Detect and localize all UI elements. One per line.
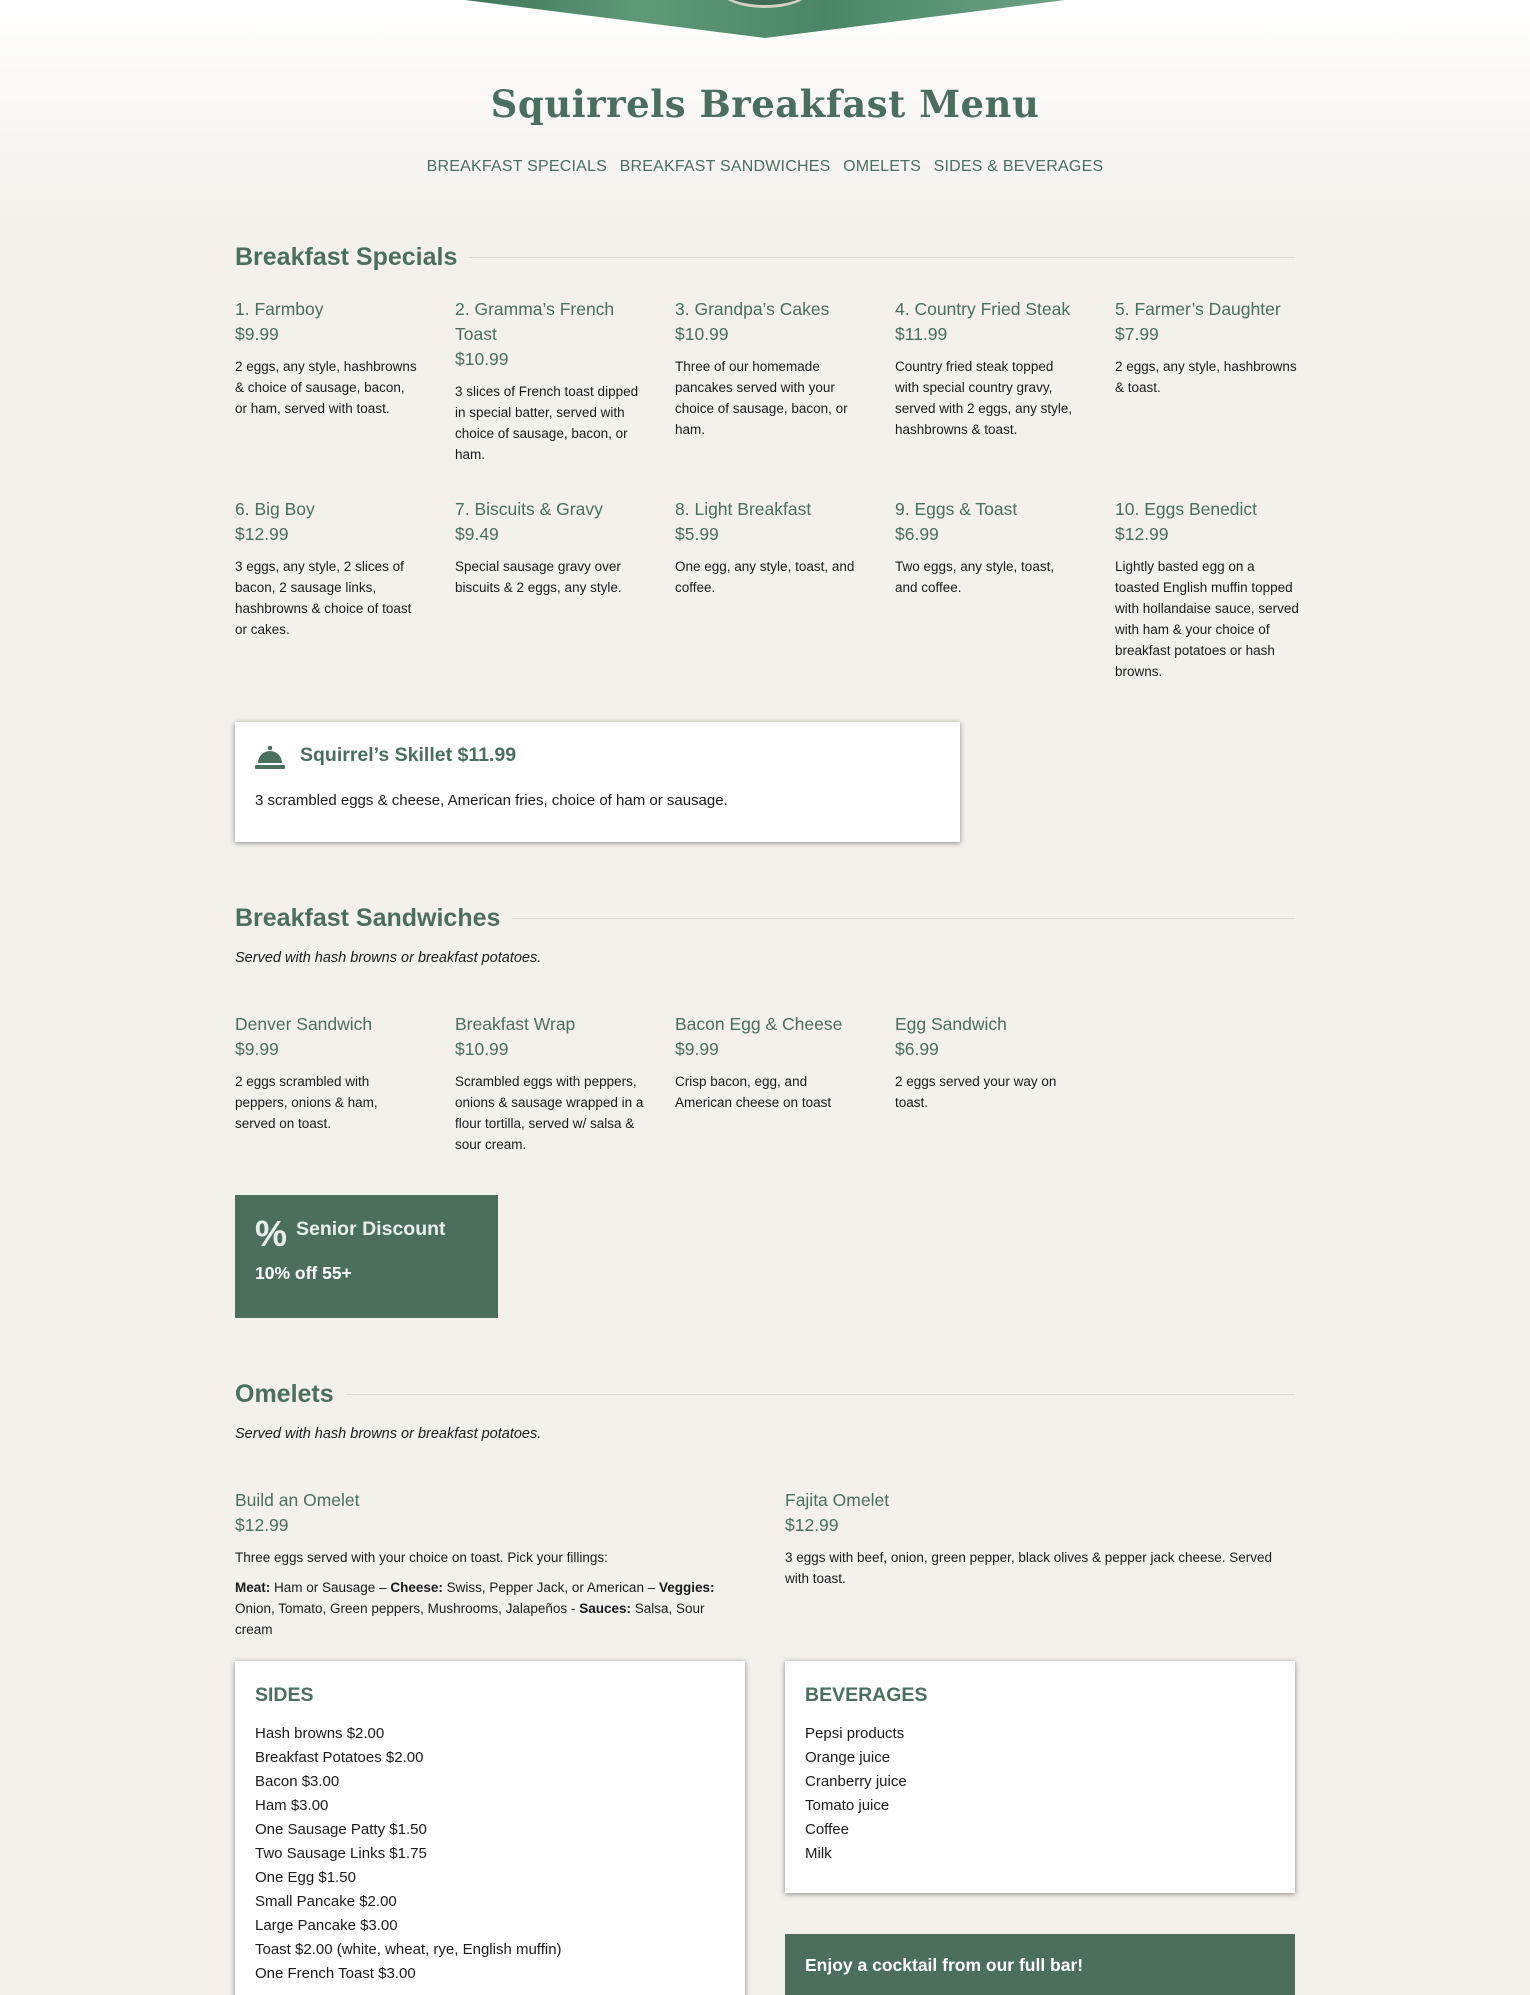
item-name: 4. Country Fried Steak [895,299,1071,319]
item-price: $10.99 [455,349,509,369]
item-name: 6. Big Boy [235,499,315,519]
section-header-specials [235,243,1295,272]
item-price: $6.99 [895,524,939,544]
menu-item [675,497,860,598]
list-item: One Egg $1.50 [255,1869,356,1886]
list-item: Coffee [805,1821,849,1838]
item-price: $9.99 [235,324,279,344]
item-price: $12.99 [235,1515,289,1535]
cocktail-banner [785,1934,1295,1995]
nav-link-omelets[interactable]: OMELETS [843,158,921,175]
item-name: 7. Biscuits & Gravy [455,499,603,519]
senior-discount-title: Senior Discount [296,1218,446,1240]
sides-list [255,1722,562,1986]
list-item: Tomato juice [805,1797,890,1814]
fillings-meat: Ham or Sausage – [270,1580,391,1595]
item-name: Build an Omelet [235,1490,360,1510]
list-item: Large Pancake $3.00 [255,1917,398,1934]
fillings-cheese-label: Cheese: [390,1580,443,1595]
section-divider [512,918,1295,919]
menu-item [235,1012,420,1134]
section-divider [346,1394,1295,1395]
omelet-item-build [235,1488,745,1640]
fillings-sauces-label: Sauces: [579,1601,631,1616]
menu-item [235,297,420,419]
list-item: Milk [805,1845,832,1862]
menu-item [895,1012,1080,1113]
item-description: Three of our homemade pancakes served with your choice of sausage, bacon, or ham. [675,359,848,437]
sides-title: SIDES [255,1684,314,1706]
item-name: 9. Eggs & Toast [895,499,1018,519]
item-price: $9.99 [675,1039,719,1059]
item-price: $6.99 [895,1039,939,1059]
item-price: $12.99 [785,1515,839,1535]
item-description: One egg, any style, toast, and coffee. [675,559,855,595]
section-title: Breakfast Specials [235,243,458,271]
item-name: Egg Sandwich [895,1014,1007,1034]
fillings-meat-label: Meat: [235,1580,271,1595]
item-name: Fajita Omelet [785,1490,890,1510]
skillet-description: 3 scrambled eggs & cheese, American fries, choice of ham or sausage. [255,792,728,809]
nav-link-sides-beverages[interactable]: SIDES & BEVERAGES [933,158,1104,175]
percent-icon: % [255,1213,288,1254]
item-description: 3 slices of French toast dipped in special batter, served with choice of sausage, bacon, or ham. [455,384,639,462]
skillet-title: Squirrel’s Skillet $11.99 [300,744,517,766]
item-description: Scrambled eggs with peppers, onions & sausage wrapped in a flour tortilla, served w/ salsa & sour cream. [455,1074,644,1152]
list-item: Breakfast Potatoes $2.00 [255,1749,424,1766]
menu-item [1115,297,1300,398]
cocktail-text: Enjoy a cocktail from our full bar! [805,1955,1084,1975]
omelet-fillings [235,1577,745,1640]
menu-item [235,497,420,640]
list-item: Small Pancake $2.00 [255,1893,397,1910]
item-name: 2. Gramma’s French Toast [455,299,615,344]
menu-item [675,1012,860,1113]
nav-link-breakfast-sandwiches[interactable]: BREAKFAST SANDWICHES [619,158,831,175]
list-item: Cranberry juice [805,1773,907,1790]
section-header-sandwiches [235,904,1295,933]
menu-item [675,297,860,440]
section-nav [235,158,1295,176]
fillings-sauces: Salsa, Sour cream [235,1601,705,1637]
section-note: Served with hash browns or breakfast potatoes. [235,1426,542,1442]
omelet-item-fajita [785,1488,1295,1589]
item-price: $5.99 [675,524,719,544]
fillings-veggies-label: Veggies: [658,1580,715,1595]
item-name: 1. Farmboy [235,299,324,319]
senior-discount-panel [235,1195,498,1318]
service-bell-icon [255,744,285,770]
item-name: Bacon Egg & Cheese [675,1014,843,1034]
item-price: $11.99 [895,324,948,344]
section-divider [469,257,1295,258]
item-description: Three eggs served with your choice on toast. Pick your fillings: [235,1550,608,1565]
beverages-title: BEVERAGES [805,1684,928,1706]
item-price: $9.49 [455,524,499,544]
section-note: Served with hash browns or breakfast potatoes. [235,950,542,966]
item-name: Denver Sandwich [235,1014,373,1034]
fillings-veggies: Onion, Tomato, Green peppers, Mushrooms, Jalapeños - [235,1601,580,1616]
beverages-card [785,1661,1295,1893]
list-item: Orange juice [805,1749,891,1766]
menu-item [455,297,640,465]
list-item: Hash browns $2.00 [255,1725,385,1742]
item-description: Two eggs, any style, toast, and coffee. [895,559,1055,595]
item-description: 2 eggs served your way on toast. [895,1074,1057,1110]
item-price: $7.99 [1115,324,1159,344]
list-item: Toast $2.00 (white, wheat, rye, English muffin) [255,1941,562,1958]
item-description: 3 eggs, any style, 2 slices of bacon, 2 sausage links, hashbrowns & choice of toast or cakes. [235,559,412,637]
menu-item [455,497,640,598]
item-description: Special sausage gravy over biscuits & 2 eggs, any style. [455,559,622,595]
menu-item [895,497,1080,598]
sides-card [235,1661,745,1995]
skillet-feature-card [235,722,960,842]
section-header-omelets [235,1380,1295,1409]
item-price: $10.99 [675,324,729,344]
page-title: Squirrels Breakfast Menu [490,82,1040,126]
beverages-list [805,1722,907,1866]
menu-item [895,297,1085,440]
item-name: 10. Eggs Benedict [1115,499,1258,519]
item-name: 8. Light Breakfast [675,499,812,519]
item-description: 2 eggs, any style, hashbrowns & choice of sausage, bacon, or ham, served with toast. [235,359,417,416]
senior-discount-detail: 10% off 55+ [255,1263,352,1283]
list-item: One French Toast $3.00 [255,1965,416,1982]
list-item: One Sausage Patty $1.50 [255,1821,427,1838]
list-item: Bacon $3.00 [255,1773,340,1790]
fillings-cheese: Swiss, Pepper Jack, or American – [442,1580,659,1595]
item-name: 5. Farmer’s Daughter [1115,299,1281,319]
list-item: Ham $3.00 [255,1797,329,1814]
item-description: 3 eggs with beef, onion, green pepper, black olives & pepper jack cheese. Served with toast. [785,1550,1273,1586]
item-price: $9.99 [235,1039,279,1059]
list-item: Pepsi products [805,1725,905,1742]
item-name: Breakfast Wrap [455,1014,576,1034]
section-title: Breakfast Sandwiches [235,904,501,932]
section-title: Omelets [235,1380,334,1408]
nav-link-breakfast-specials[interactable]: BREAKFAST SPECIALS [426,158,607,175]
item-description: 2 eggs scrambled with peppers, onions & ham, served on toast. [235,1074,378,1131]
item-description: Lightly basted egg on a toasted English muffin topped with hollandaise sauce, served with ham & your choice of breakfast potatoes or hash browns. [1115,559,1299,679]
item-description: Crisp bacon, egg, and American cheese on toast [675,1074,832,1110]
menu-item [1115,497,1300,682]
item-price: $10.99 [455,1039,509,1059]
item-description: Country fried steak topped with special country gravy, served with 2 eggs, any style, hashbrowns & toast. [895,359,1073,437]
item-name: 3. Grandpa’s Cakes [675,299,830,319]
list-item: Two Sausage Links $1.75 [255,1845,427,1862]
item-price: $12.99 [235,524,289,544]
menu-item [455,1012,645,1155]
item-price: $12.99 [1115,524,1169,544]
item-description: 2 eggs, any style, hashbrowns & toast. [1115,359,1297,395]
